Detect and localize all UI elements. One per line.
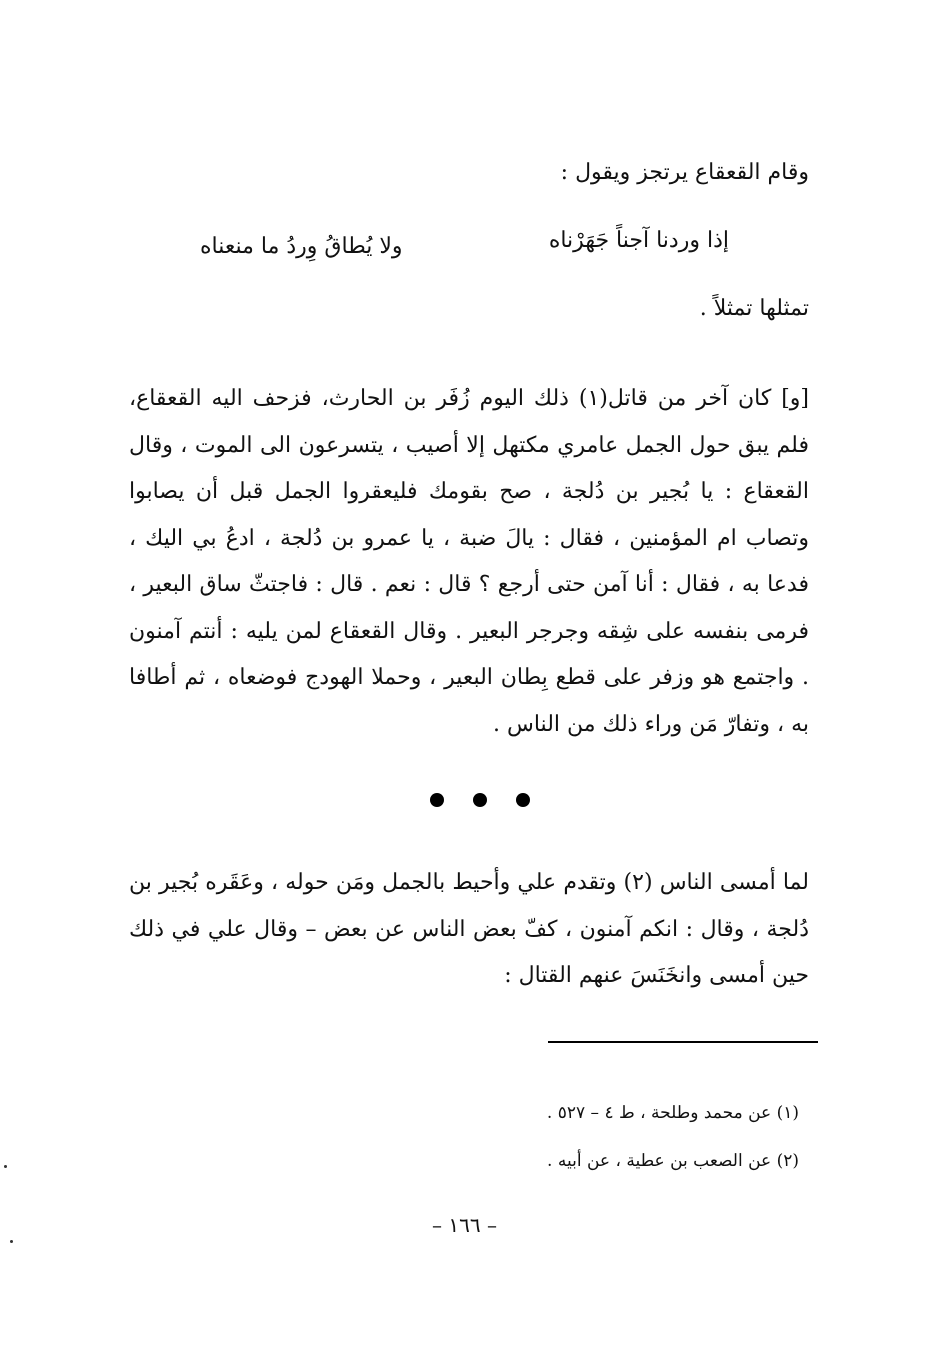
closing-line: تمثلها تمثلاً .	[699, 296, 809, 321]
intro-line: وقام القعقاع يرتجز ويقول :	[560, 160, 809, 185]
footnote-1: (١) عن محمد وطلحة ، ط ٤ – ٥٢٧ .	[546, 1103, 799, 1123]
verse-hemistich-left: ولا يُطاقُ وِردُ ما منعناه	[200, 234, 403, 259]
page-number: – ١٦٦ –	[432, 1213, 497, 1237]
separator-dot	[430, 793, 444, 807]
paragraph-main: [و] كان آخر من قاتل(١) ذلك اليوم زُفَر بن الحارث، فزحف اليه القعقاع، فلم يبق حول الجمل عامري مكتهل إلا أصيب ، يتسرعون الى الموت ، وقال القعقاع : يا بُجير بن دُلجة ، صح بقومك فليعقروا الجمل قبل أن يصابوا وتصاب ام المؤمنين ، فقال : يالَ ضبة ، يا عمرو بن دُلجة ، ادعُ بي اليك ، فدعا به ، فقال : أنا آمن حتى أرجع ؟ قال : نعم . قال : فاجتثّ ساق البعير ، فرمى بنفسه على شِقه وجرجر البعير . وقال القعقاع لمن يليه : أنتم آمنون . واجتمع هو وزفر على قطع بِطان البعير ، وحملا الهودج فوضعاه ، ثم أطافا به ، وتفارّ مَن وراء ذلك من الناس .	[129, 386, 809, 737]
footnote-2: (٢) عن الصعب بن عطية ، عن أبيه .	[547, 1151, 799, 1171]
scan-speck	[4, 1165, 7, 1168]
separator-dot	[473, 793, 487, 807]
separator-dot	[516, 793, 530, 807]
section-separator	[430, 790, 530, 810]
verse-hemistich-right: إذا وردنا آجناً جَهَرْناه	[548, 228, 729, 253]
scan-speck	[10, 1240, 13, 1243]
paragraph-second: لما أمسى الناس (٢) وتقدم علي وأحيط بالجمل ومَن حوله ، وعَقَره بُجير بن دُلجة ، وقال : انكم آمنون ، كفّ بعض الناس عن بعض – وقال علي في ذلك حين أمسى وانخَنَسَ عنهم القتال :	[129, 870, 809, 988]
footnote-rule	[548, 1041, 818, 1043]
